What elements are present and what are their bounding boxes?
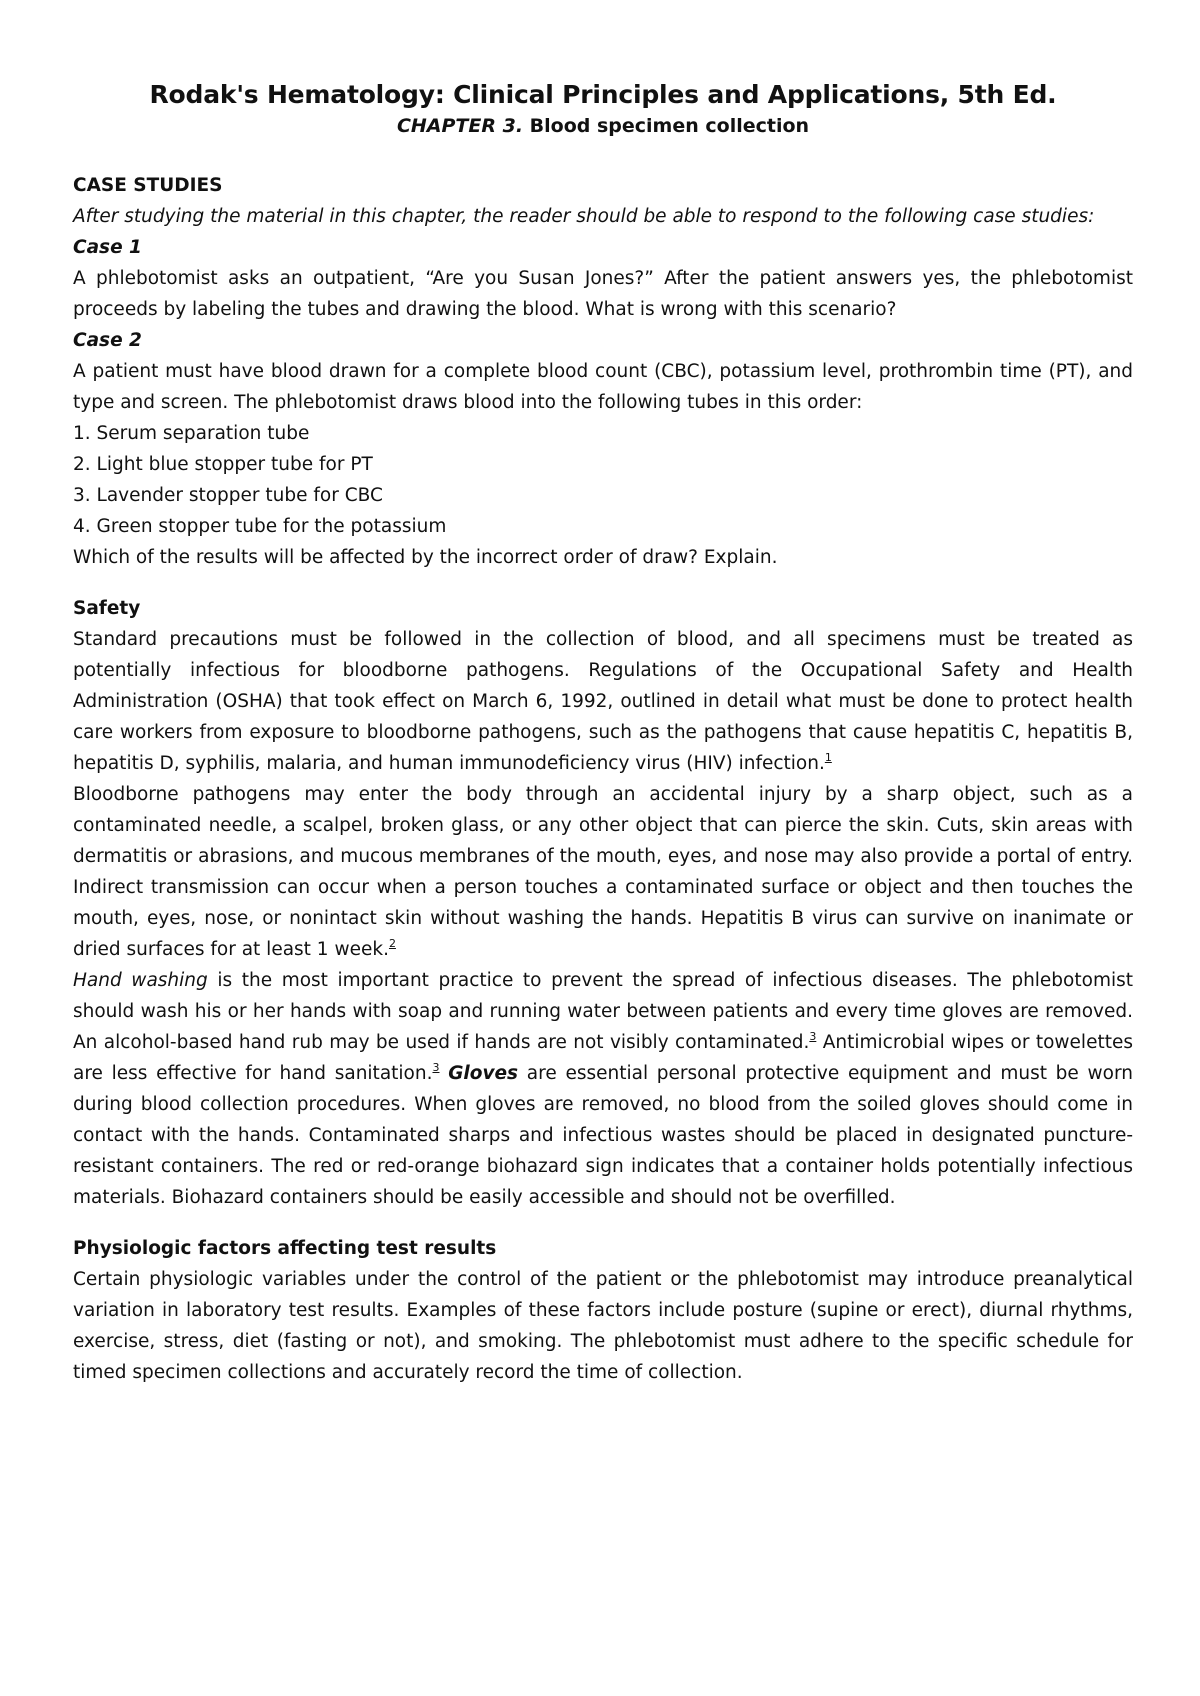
list-item: 2. Light blue stopper tube for PT [73,454,373,475]
chapter-name: Blood specimen collection [529,115,810,137]
gloves-term: Gloves [448,1063,519,1084]
safety-section [73,593,1133,1213]
document-title: Rodak's Hematology: Clinical Principles and Applications, 5th Ed. [149,80,1057,109]
physiologic-paragraph: Certain physiologic variables under the control of the patient or the phlebotomist may introduce preanalytical variation in laboratory test results. Examples of these factors include posture (supine or erect), diurnal rhythms, exercise, stress, diet (fasting or not), and smoking. The phlebotomist must adhere to the specific schedule for timed specimen collections and accurately record the time of collection. [73,1269,1133,1383]
tube-order-list [73,418,1133,542]
chapter-title [73,112,1133,140]
reference-link[interactable]: 2 [388,937,396,950]
case-studies-section [73,170,1133,573]
case-2-text: A patient must have blood drawn for a complete blood count (CBC), potassium level, prothrombin time (PT), and type and screen. The phlebotomist draws blood into the following tubes in this order: [73,361,1133,413]
safety-p2-text: Bloodborne pathogens may enter the body through an accidental injury by a sharp object, such as a contaminated needle, a scalpel, broken glass, or any other object that can pierce the skin. Cuts, skin areas with dermatitis or abrasions, and mucous membranes of the mouth, eyes, and nose may also provide a portal of entry. Indirect transmission can occur when a person touches a contaminated surface or object and then touches the mouth, eyes, nose, or nonintact skin without washing the hands. Hepatitis B virus can survive on inanimate or dried surfaces for at least 1 week. [73,784,1133,960]
hand-washing-term: Hand washing [73,970,208,991]
safety-p3-text-a: is the most important practice to prevent the spread of infectious diseases. The phlebotomist should wash his or her hands with soap and running water between patients and every time gloves are removed. An alcohol-based hand rub may be used if hands are not visibly contaminated. [73,970,1133,1053]
reference-link[interactable]: 3 [809,1030,817,1043]
reference-link[interactable]: 1 [824,751,832,764]
chapter-prefix: CHAPTER 3. [396,115,524,137]
safety-paragraph-1 [73,624,1133,779]
safety-heading: Safety [73,598,141,619]
case-1-text: A phlebotomist asks an outpatient, “Are you Susan Jones?” After the patient answers yes, the phlebotomist proceeds by labeling the tubes and drawing the blood. What is wrong with this scenario? [73,268,1133,320]
list-item: 1. Serum separation tube [73,423,310,444]
list-item: 3. Lavender stopper tube for CBC [73,485,383,506]
safety-p3-text-c: are essential personal protective equipment and must be worn during blood collection procedures. When gloves are removed, no blood from the soiled gloves should come in contact with the hands. Contaminated sharps and infectious wastes should be placed in designated puncture-resistant containers. The red or red-orange biohazard sign indicates that a container holds potentially infectious materials. Biohazard containers should be easily accessible and should not be overfilled. [73,1063,1133,1208]
case-1-heading: Case 1 [73,237,142,258]
safety-p3-text-b: Antimicrobial wipes or towelettes are less effective for hand sanitation. [73,1032,1133,1084]
safety-paragraph-3 [73,965,1133,1213]
physiologic-heading: Physiologic factors affecting test results [73,1238,497,1259]
reference-link[interactable]: 3 [432,1061,440,1074]
safety-paragraph-2 [73,779,1133,965]
case-studies-intro: After studying the material in this chapter, the reader should be able to respond to the following case studies: [73,206,1095,227]
list-item: 4. Green stopper tube for the potassium [73,516,447,537]
physiologic-section [73,1233,1133,1388]
document-page [73,78,1133,1388]
case-2-question: Which of the results will be affected by the incorrect order of draw? Explain. [73,547,778,568]
case-studies-heading: CASE STUDIES [73,175,223,196]
case-2-heading: Case 2 [73,330,142,351]
safety-p1-text: Standard precautions must be followed in the collection of blood, and all specimens must be treated as potentially infectious for bloodborne pathogens. Regulations of the Occupational Safety and Health Administration (OSHA) that took effect on March 6, 1992, outlined in detail what must be done to protect health care workers from exposure to bloodborne pathogens, such as the pathogens that cause hepatitis C, hepatitis B, hepatitis D, syphilis, malaria, and human immunodeficiency virus (HIV) infection. [73,629,1133,774]
